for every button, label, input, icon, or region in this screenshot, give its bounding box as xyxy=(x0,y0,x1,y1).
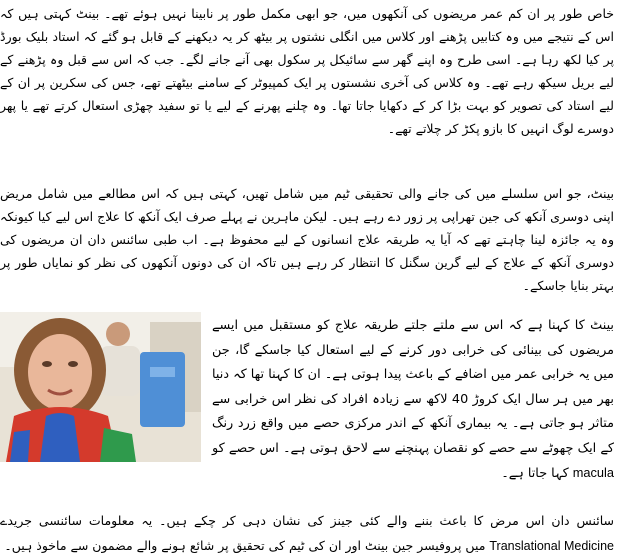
paragraph-3-end: کہا جاتا ہے۔ xyxy=(501,466,569,481)
paragraph-1 xyxy=(0,2,614,140)
paragraph-4-text xyxy=(0,508,614,559)
paragraph-2 xyxy=(0,182,614,297)
paragraph-4 xyxy=(0,508,614,559)
macula-term: macula xyxy=(572,465,614,480)
paragraph-4-main: سائنس دان اس مرض کا باعث بننے والے کئی جینز کی نشان دہی کر چکے ہیں۔ یہ معلومات سائنسی جریدے xyxy=(0,513,614,528)
child-photo xyxy=(0,312,201,462)
paragraph-3-text xyxy=(212,314,614,487)
paragraph-1-text: خاص طور پر ان کم عمر مریضوں کی آنکھوں میں، جو ابھی مکمل طور پر نابینا نہیں ہوئے تھے۔ بینٹ کہتی ہیں کہ اس کے نتیجے میں وہ کتابیں پڑھنے اور کلاس میں انگلی نشتوں پر بیٹھ کر یہ دیکھنے کے قابل ہو گئے کہ استاد بلیک بورڈ پر کیا لکھ رہا ہے۔ اسی طرح وہ اپنے گھر سے سائیکل پر سکول بھی آنے جانے لگے۔ جب کہ اس سے قبل وہ پڑھنے کے لیے بریل سیکھ رہے تھے۔ وہ کلاس کی آخری نشستوں پر ایک کمپیوٹر کے سامنے بیٹھتے تھے، جس کی سکرین پر ان کے لیے استاد کی تصویر کو بہت بڑا کر کے دکھایا جاتا تھا۔ وہ چلنے پھرنے کے لیے یا تو سفید چھڑی استعال کرتے تھے یا پھر دوسرے لوگ انہیں کا بازو پکڑ کر چلاتے تھے۔ xyxy=(0,6,614,136)
child-photo-icon xyxy=(0,312,201,462)
paragraph-3-main: بینٹ کا کہنا ہے کہ اس سے ملتے جلتے طریقہ علاج کو مستقبل میں ایسے مریضوں کی بینائی کی خرابی دور کرنے کے لیے استعال کیا جاسکے گا، جن میں یہ خرابی عمر میں اضافے کے باعث پیدا ہوتی ہے۔ ان کا کہنا تھا کہ دنیا بھر میں ہر سال ایک کروڑ 40 لاکھ سے زیادہ افراد کی نظر اس خرابی سے متاثر ہو جاتی ہے۔ یہ بیماری آنکھ کے اندر مرکزی حصے میں واقع زرد رنگ کے ایک چھوٹے سے حصے کو نقصان پہنچنے سے لاحق ہوتی ہے۔ اس حصے کو xyxy=(212,318,614,456)
paragraph-3 xyxy=(212,314,614,487)
journal-name: Translational Medicine xyxy=(489,539,614,553)
paragraph-2-text: بینٹ، جو اس سلسلے میں کی جانے والی تحقیقی ٹیم میں شامل تھیں، کہتی ہیں کہ اس مطالعے میں شامل مریض اپنی دوسری آنکھ کی جین تھراپی پر زور دے رہے ہیں۔ لیکن ماہرین نے پہلے صرف ایک آنکھ کا علاج اس لیے کیا کیونکہ وہ یہ جائزہ لینا چاہتے تھے کہ آیا یہ طریقہ علاج انسانوں کے لیے محفوظ ہے۔ اب طبی سائنس دان ان مریضوں کی دوسری آنکھ کے علاج کے لیے گرین سگنل کا انتظار کر رہے ہیں تاکہ ان کی دونوں آنکھوں کی نظر کو نمایاں طور پر بہتر بنایا جاسکے۔ xyxy=(0,186,614,293)
paragraph-4-end: میں پروفیسر جین بینٹ اور ان کی ٹیم کی تحقیق پر شائع ہونے والے مضمون سے ماخوذ ہیں۔ xyxy=(4,538,486,553)
